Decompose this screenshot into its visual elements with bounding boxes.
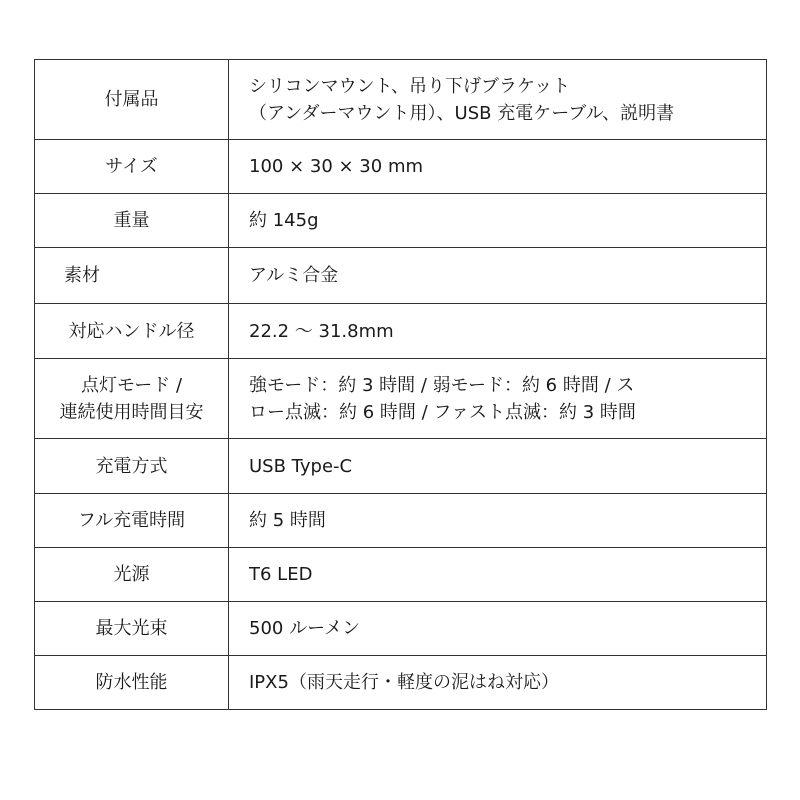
spec-label-weight: 重量	[35, 194, 229, 248]
spec-value-charging-method: USB Type-C	[229, 439, 767, 494]
table-row	[35, 140, 767, 194]
spec-label-charging-method: 充電方式	[35, 439, 229, 494]
spec-value-light-source: T6 LED	[229, 548, 767, 602]
spec-label-handle-diameter: 対応ハンドル径	[35, 304, 229, 359]
table-row	[35, 548, 767, 602]
table-row	[35, 656, 767, 710]
table-row	[35, 248, 767, 304]
spec-value-material: アルミ合金	[229, 248, 767, 304]
spec-value-size: 100 × 30 × 30 mm	[229, 140, 767, 194]
table-row	[35, 494, 767, 548]
spec-value-waterproof: IPX5（雨天走行・軽度の泥はね対応）	[229, 656, 767, 710]
table-row	[35, 602, 767, 656]
table-row	[35, 194, 767, 248]
spec-value-light-modes: 強モード：約 3 時間 / 弱モード：約 6 時間 / ス ロー点滅：約 6 時間 / ファスト点滅：約 3 時間	[229, 359, 767, 439]
spec-value-charge-time: 約 5 時間	[229, 494, 767, 548]
spec-label-max-lumens: 最大光束	[35, 602, 229, 656]
table-row	[35, 439, 767, 494]
spec-table	[34, 59, 767, 710]
spec-label-waterproof: 防水性能	[35, 656, 229, 710]
table-row	[35, 359, 767, 439]
spec-label-light-modes: 点灯モード / 連続使用時間目安	[35, 359, 229, 439]
spec-label-size: サイズ	[35, 140, 229, 194]
spec-value-accessories: シリコンマウント、吊り下げブラケット （アンダーマウント用）、USB 充電ケーブル、説明書	[229, 60, 767, 140]
table-row	[35, 60, 767, 140]
spec-label-light-source: 光源	[35, 548, 229, 602]
spec-label-charge-time: フル充電時間	[35, 494, 229, 548]
table-row	[35, 304, 767, 359]
spec-value-handle-diameter: 22.2 ～ 31.8mm	[229, 304, 767, 359]
spec-label-material: 素材	[35, 248, 229, 304]
spec-value-weight: 約 145g	[229, 194, 767, 248]
spec-label-accessories: 付属品	[35, 60, 229, 140]
spec-value-max-lumens: 500 ルーメン	[229, 602, 767, 656]
